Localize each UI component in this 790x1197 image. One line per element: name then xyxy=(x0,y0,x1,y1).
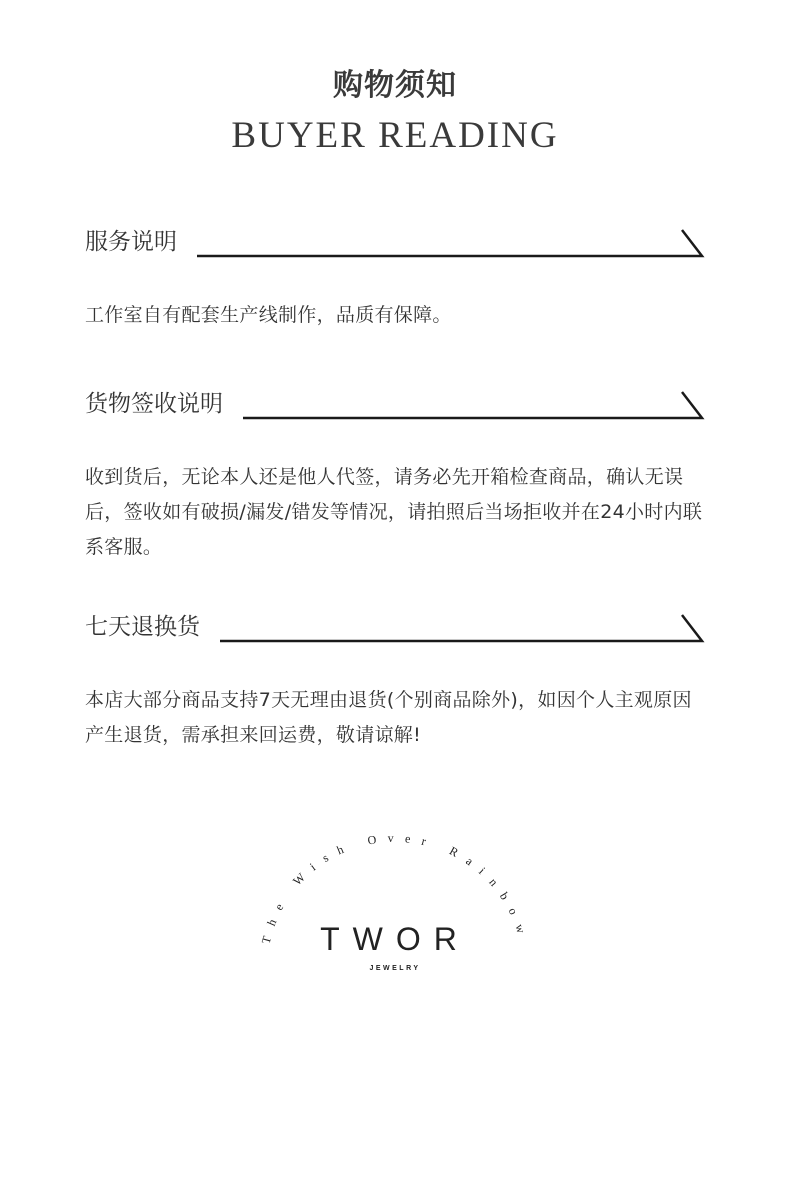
brand-logo xyxy=(245,820,545,990)
section-heading-row xyxy=(85,611,705,647)
logo-wordmark: TWOR xyxy=(320,921,470,957)
section-body: 工作室自有配套生产线制作，品质有保障。 xyxy=(85,304,452,326)
section-body: 收到货后，无论本人还是他人代签，请务必先开箱检查商品，确认无误后，签收如有破损/漏发/错发等情况，请拍照后当场拒收并在24小时内联系客服。 xyxy=(85,466,703,558)
section-body: 本店大部分商品支持7天无理由退货(个别商品除外)，如因个人主观原因产生退货，需承担来回运费，敬请谅解! xyxy=(85,689,692,746)
logo-subtitle: JEWELRY xyxy=(369,965,421,972)
section-seven-day-return xyxy=(85,611,705,753)
section-heading-row xyxy=(85,388,705,424)
page-title-cn: 购物须知 xyxy=(333,68,457,103)
section-heading-row xyxy=(85,226,705,262)
logo-arc-textpath: The Wish Over Rainbow xyxy=(258,830,532,946)
section-heading: 七天退换货 xyxy=(85,611,220,643)
section-heading: 服务说明 xyxy=(85,226,197,258)
section-service xyxy=(85,226,705,333)
section-delivery-signing xyxy=(85,388,705,565)
page-title-en: BUYER READING xyxy=(231,115,559,156)
section-heading: 货物签收说明 xyxy=(85,388,243,420)
